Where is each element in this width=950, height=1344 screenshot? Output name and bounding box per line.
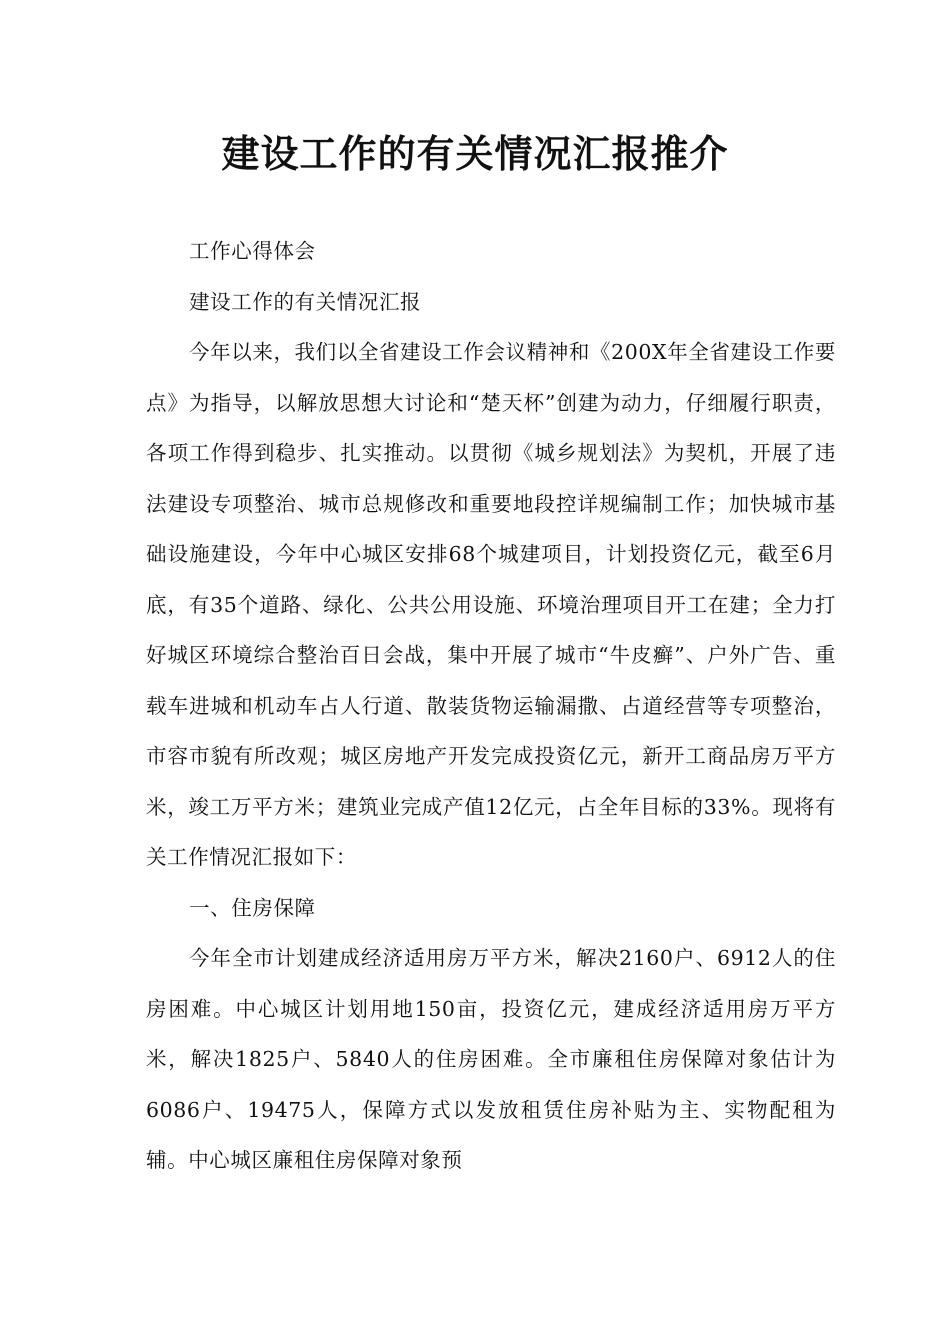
document-title: 建设工作的有关情况汇报推介 bbox=[221, 131, 729, 176]
section-heading-housing: 一、住房保障 bbox=[189, 895, 316, 920]
paragraph-subheading: 工作心得体会 bbox=[189, 239, 316, 263]
document-body bbox=[146, 226, 836, 1186]
paragraph-housing: 今年全市计划建成经济适用房万平方米，解决2160户、6912人的住房困难。中心城区计划用地150亩，投资亿元，建成经济适用房万平方米，解决1825户、5840人的住房困难。全市廉租住房保障对象估计为6086户、19475人，保障方式以发放租赁住房补贴为主、实物配租为辅。中心城区廉租住房保障对象预 bbox=[146, 946, 836, 1172]
paragraph-overview: 今年以来，我们以全省建设工作会议精神和《200X年全省建设工作要点》为指导，以解放思想大讨论和“楚天杯”创建为动力，仔细履行职责，各项工作得到稳步、扎实推动。以贯彻《城乡规划法》为契机，开展了违法建设专项整治、城市总规修改和重要地段控详规编制工作；加快城市基础设施建设，今年中心城区安排68个城建项目，计划投资亿元，截至6月底，有35个道路、绿化、公共公用设施、环境治理项目开工在建；全力打好城区环境综合整治百日会战，集中开展了城市“牛皮癣”、户外广告、重载车进城和机动车占人行道、散装货物运输漏撒、占道经营等专项整治，市容市貌有所改观；城区房地产开发完成投资亿元，新开工商品房万平方米，竣工万平方米；建筑业完成产值12亿元，占全年目标的33%。现将有关工作情况汇报如下： bbox=[146, 340, 836, 869]
paragraph-report-title: 建设工作的有关情况汇报 bbox=[189, 289, 422, 314]
